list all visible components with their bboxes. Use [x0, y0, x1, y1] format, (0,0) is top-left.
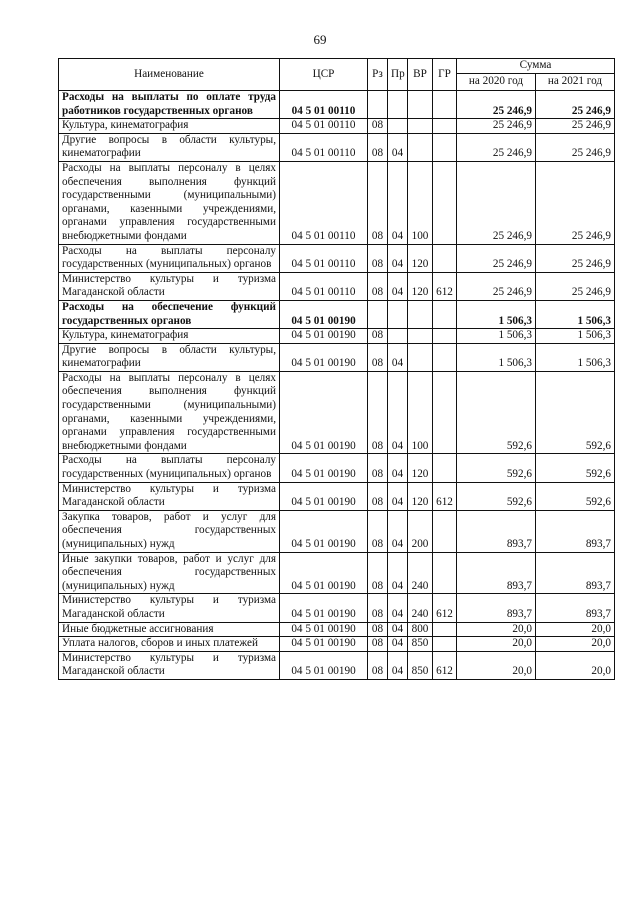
cell-gr: 612	[433, 272, 457, 300]
table-row	[59, 329, 615, 344]
cell-pr: 04	[388, 133, 408, 161]
cell-csr: 04 5 01 00190	[280, 454, 368, 482]
cell-gr	[433, 329, 457, 344]
cell-csr: 04 5 01 00190	[280, 510, 368, 552]
cell-gr: 612	[433, 482, 457, 510]
cell-sum-2021: 592,6	[536, 482, 615, 510]
cell-gr	[433, 91, 457, 119]
cell-sum-2021: 893,7	[536, 510, 615, 552]
cell-pr: 04	[388, 454, 408, 482]
cell-name: Расходы на выплаты персоналу в целях обеспечения выполнения функций государственными (муниципальными) органами, казенными учреждениями, органами управления государственными внебюджетными фондами	[59, 161, 280, 244]
table-row	[59, 651, 615, 679]
cell-sum-2021: 592,6	[536, 454, 615, 482]
cell-vr: 100	[408, 161, 433, 244]
cell-pr: 04	[388, 244, 408, 272]
cell-csr: 04 5 01 00110	[280, 161, 368, 244]
cell-pr: 04	[388, 552, 408, 594]
cell-rz: 08	[368, 343, 388, 371]
cell-csr: 04 5 01 00110	[280, 91, 368, 119]
cell-name: Культура, кинематография	[59, 119, 280, 134]
cell-csr: 04 5 01 00110	[280, 119, 368, 134]
cell-sum-2020: 25 246,9	[457, 161, 536, 244]
cell-name: Другие вопросы в области культуры, кинематографии	[59, 343, 280, 371]
cell-sum-2021: 1 506,3	[536, 300, 615, 328]
cell-gr	[433, 510, 457, 552]
cell-sum-2020: 25 246,9	[457, 244, 536, 272]
cell-name: Культура, кинематография	[59, 329, 280, 344]
cell-sum-2020: 893,7	[457, 594, 536, 622]
cell-name: Расходы на выплаты персоналу государственных (муниципальных) органов	[59, 454, 280, 482]
cell-pr: 04	[388, 343, 408, 371]
cell-name: Министерство культуры и туризма Магаданской области	[59, 651, 280, 679]
cell-name: Министерство культуры и туризма Магаданской области	[59, 594, 280, 622]
cell-vr: 240	[408, 552, 433, 594]
cell-pr: 04	[388, 371, 408, 454]
cell-gr	[433, 343, 457, 371]
cell-name: Министерство культуры и туризма Магаданской области	[59, 482, 280, 510]
cell-csr: 04 5 01 00190	[280, 300, 368, 328]
cell-vr	[408, 119, 433, 134]
budget-table	[58, 58, 615, 680]
cell-pr: 04	[388, 482, 408, 510]
cell-vr: 240	[408, 594, 433, 622]
cell-csr: 04 5 01 00190	[280, 329, 368, 344]
cell-pr	[388, 119, 408, 134]
table-row	[59, 91, 615, 119]
cell-name: Расходы на выплаты по оплате труда работников государственных органов	[59, 91, 280, 119]
cell-rz	[368, 300, 388, 328]
cell-vr	[408, 133, 433, 161]
cell-sum-2021: 25 246,9	[536, 91, 615, 119]
cell-csr: 04 5 01 00110	[280, 133, 368, 161]
cell-rz: 08	[368, 482, 388, 510]
table-row	[59, 272, 615, 300]
cell-vr: 120	[408, 454, 433, 482]
cell-sum-2021: 1 506,3	[536, 343, 615, 371]
cell-rz: 08	[368, 244, 388, 272]
table-row	[59, 300, 615, 328]
cell-name: Расходы на выплаты персоналу в целях обеспечения выполнения функций государственными (муниципальными) органами, казенными учреждениями, органами управления государственными внебюджетными фондами	[59, 371, 280, 454]
cell-rz: 08	[368, 651, 388, 679]
cell-rz: 08	[368, 272, 388, 300]
cell-pr: 04	[388, 272, 408, 300]
cell-pr: 04	[388, 161, 408, 244]
cell-sum-2020: 592,6	[457, 371, 536, 454]
cell-name: Другие вопросы в области культуры, кинематографии	[59, 133, 280, 161]
cell-vr	[408, 91, 433, 119]
table-row	[59, 510, 615, 552]
cell-pr	[388, 329, 408, 344]
cell-sum-2021: 20,0	[536, 622, 615, 637]
cell-rz: 08	[368, 637, 388, 652]
header-pr: Пр	[388, 59, 408, 91]
cell-sum-2021: 25 246,9	[536, 119, 615, 134]
cell-csr: 04 5 01 00190	[280, 622, 368, 637]
cell-pr: 04	[388, 651, 408, 679]
header-rz: Рз	[368, 59, 388, 91]
cell-pr	[388, 300, 408, 328]
cell-sum-2021: 1 506,3	[536, 329, 615, 344]
cell-pr	[388, 91, 408, 119]
cell-csr: 04 5 01 00190	[280, 482, 368, 510]
cell-rz	[368, 91, 388, 119]
cell-vr: 850	[408, 651, 433, 679]
cell-name: Уплата налогов, сборов и иных платежей	[59, 637, 280, 652]
cell-sum-2020: 20,0	[457, 622, 536, 637]
cell-vr: 200	[408, 510, 433, 552]
header-name: Наименование	[59, 59, 280, 91]
table-row	[59, 552, 615, 594]
cell-vr	[408, 343, 433, 371]
cell-gr	[433, 552, 457, 594]
header-year-2021: на 2021 год	[536, 74, 615, 91]
cell-rz: 08	[368, 552, 388, 594]
cell-rz: 08	[368, 510, 388, 552]
cell-csr: 04 5 01 00110	[280, 244, 368, 272]
cell-gr	[433, 161, 457, 244]
cell-vr: 120	[408, 272, 433, 300]
cell-rz: 08	[368, 371, 388, 454]
cell-gr	[433, 622, 457, 637]
header-csr: ЦСР	[280, 59, 368, 91]
cell-sum-2020: 25 246,9	[457, 91, 536, 119]
table-row	[59, 343, 615, 371]
table-body	[59, 91, 615, 680]
cell-rz: 08	[368, 161, 388, 244]
cell-rz: 08	[368, 454, 388, 482]
cell-csr: 04 5 01 00190	[280, 651, 368, 679]
table-row	[59, 244, 615, 272]
cell-csr: 04 5 01 00190	[280, 371, 368, 454]
cell-vr: 850	[408, 637, 433, 652]
cell-sum-2021: 25 246,9	[536, 161, 615, 244]
cell-gr: 612	[433, 594, 457, 622]
cell-sum-2020: 1 506,3	[457, 300, 536, 328]
cell-rz: 08	[368, 133, 388, 161]
cell-vr: 100	[408, 371, 433, 454]
cell-sum-2020: 25 246,9	[457, 133, 536, 161]
header-vr: ВР	[408, 59, 433, 91]
cell-vr	[408, 300, 433, 328]
cell-name: Иные бюджетные ассигнования	[59, 622, 280, 637]
table-row	[59, 622, 615, 637]
cell-sum-2020: 592,6	[457, 454, 536, 482]
cell-sum-2020: 1 506,3	[457, 329, 536, 344]
table-row	[59, 482, 615, 510]
cell-csr: 04 5 01 00110	[280, 272, 368, 300]
cell-sum-2020: 893,7	[457, 552, 536, 594]
cell-csr: 04 5 01 00190	[280, 552, 368, 594]
cell-sum-2020: 592,6	[457, 482, 536, 510]
cell-gr	[433, 454, 457, 482]
cell-sum-2021: 25 246,9	[536, 244, 615, 272]
cell-sum-2020: 20,0	[457, 651, 536, 679]
cell-rz: 08	[368, 622, 388, 637]
cell-name: Расходы на обеспечение функций государственных органов	[59, 300, 280, 328]
table-row	[59, 119, 615, 134]
cell-sum-2020: 25 246,9	[457, 272, 536, 300]
cell-name: Закупка товаров, работ и услуг для обеспечения государственных (муниципальных) нужд	[59, 510, 280, 552]
cell-pr: 04	[388, 637, 408, 652]
page-number: 69	[313, 32, 327, 47]
cell-rz: 08	[368, 594, 388, 622]
cell-rz: 08	[368, 329, 388, 344]
table-row	[59, 454, 615, 482]
cell-name: Иные закупки товаров, работ и услуг для обеспечения государственных (муниципальных) нужд	[59, 552, 280, 594]
cell-vr: 120	[408, 244, 433, 272]
cell-gr	[433, 244, 457, 272]
cell-gr	[433, 119, 457, 134]
table-row	[59, 133, 615, 161]
cell-gr	[433, 133, 457, 161]
cell-rz: 08	[368, 119, 388, 134]
cell-sum-2021: 25 246,9	[536, 272, 615, 300]
cell-gr: 612	[433, 651, 457, 679]
cell-pr: 04	[388, 510, 408, 552]
table-row	[59, 594, 615, 622]
cell-sum-2020: 20,0	[457, 637, 536, 652]
cell-name: Расходы на выплаты персоналу государственных (муниципальных) органов	[59, 244, 280, 272]
cell-sum-2020: 25 246,9	[457, 119, 536, 134]
cell-sum-2020: 1 506,3	[457, 343, 536, 371]
table-row	[59, 637, 615, 652]
cell-sum-2021: 893,7	[536, 552, 615, 594]
cell-csr: 04 5 01 00190	[280, 637, 368, 652]
cell-csr: 04 5 01 00190	[280, 343, 368, 371]
cell-vr	[408, 329, 433, 344]
header-sum: Сумма	[457, 59, 615, 74]
table-row	[59, 371, 615, 454]
cell-sum-2021: 20,0	[536, 651, 615, 679]
cell-sum-2021: 25 246,9	[536, 133, 615, 161]
cell-gr	[433, 371, 457, 454]
header-gr: ГР	[433, 59, 457, 91]
cell-vr: 120	[408, 482, 433, 510]
cell-gr	[433, 300, 457, 328]
cell-vr: 800	[408, 622, 433, 637]
cell-sum-2020: 893,7	[457, 510, 536, 552]
table-row	[59, 161, 615, 244]
cell-gr	[433, 637, 457, 652]
cell-name: Министерство культуры и туризма Магаданской области	[59, 272, 280, 300]
header-year-2020: на 2020 год	[457, 74, 536, 91]
cell-pr: 04	[388, 622, 408, 637]
cell-csr: 04 5 01 00190	[280, 594, 368, 622]
cell-pr: 04	[388, 594, 408, 622]
cell-sum-2021: 20,0	[536, 637, 615, 652]
cell-sum-2021: 893,7	[536, 594, 615, 622]
table-header	[59, 59, 615, 91]
cell-sum-2021: 592,6	[536, 371, 615, 454]
